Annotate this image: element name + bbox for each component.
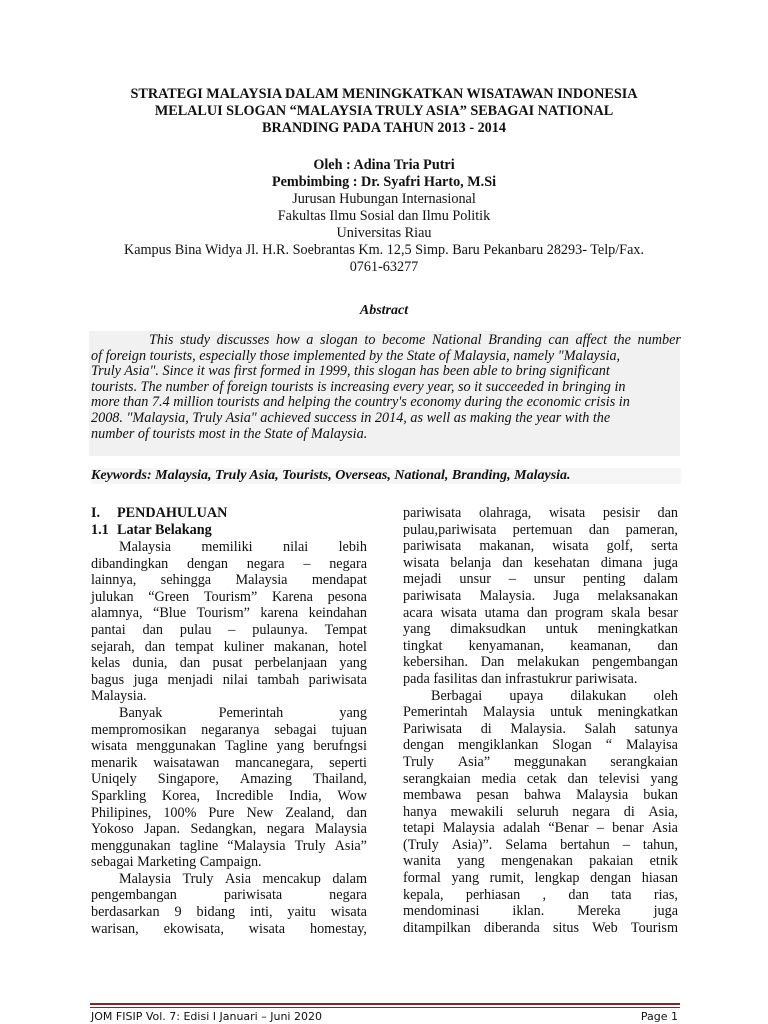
subsection-number: 1.1 [91, 522, 109, 538]
text-line: Philipines, 100% Pure New Zealand, dan [91, 804, 367, 821]
text-line: alamnya, “Blue Tourism” karena keindahan [91, 605, 367, 622]
text-line: Malaysia memiliki nilai lebih [119, 539, 367, 555]
subsection-heading [91, 522, 367, 539]
text-line: kelas dunia, dan pusat perbelanjaan yang [91, 655, 367, 672]
title-line: STRATEGI MALAYSIA DALAM MENINGKATKAN WISATAWAN INDONESIA [130, 86, 638, 102]
text-line: pengembangan pariwisata negara [91, 887, 367, 904]
text-line: wanita yang mengenakan pakaian etnik [403, 853, 678, 870]
text-line: lainnya, sehingga Malaysia mendapat [91, 572, 367, 589]
text-line: sejarah, dan tempat kuliner makanan, hotel [91, 638, 367, 655]
section-number: I. [91, 505, 101, 521]
left-column [91, 505, 367, 937]
text-line: hanya mewakili seluruh negara di Asia, [403, 803, 678, 820]
text-line: pariwisata olahraga, wisata pesisir dan [403, 505, 678, 521]
text-line: Banyak Pemerintah yang [119, 704, 367, 721]
left-column-body [91, 539, 367, 937]
text-line: Sparkling Korea, Incredible India, Wow [91, 787, 367, 804]
text-line: Truly Asia” meggunakan serangkaian [403, 753, 678, 770]
abstract-line: of foreign tourists, especially those implemented by the State of Malaysia, namely "Malaysia, [91, 347, 621, 364]
university: Universitas Riau [336, 225, 432, 241]
text-line: (Truly Asia)”. Selama bertahun – tahun, [403, 836, 678, 853]
text-line: tingkat kenyamanan, keamanan, dan [403, 637, 678, 654]
abstract-line: tourists. The number of foreign tourists is increasing every year, so it succeeded in bringing in [91, 378, 626, 395]
text-line: Berbagai upaya dilakukan oleh [431, 687, 678, 704]
department: Jurusan Hubungan Internasional [292, 191, 476, 207]
text-line: Malaysia Truly Asia mencakup dalam [119, 870, 367, 887]
text-line: warisan, ekowisata, wisata homestay, [91, 920, 367, 937]
abstract-line: number of tourists most in the State of Malaysia. [91, 425, 368, 442]
text-line: dibandingkan dengan negara – negara [91, 555, 367, 572]
text-line: Pemerintah Malaysia untuk meningkatkan [403, 704, 678, 721]
text-line: pulau,pariwisata pertemuan dan pameran, [403, 521, 678, 538]
author-name: Oleh : Adina Tria Putri [313, 157, 455, 173]
text-line: mejadi unsur – unsur penting dalam [403, 571, 678, 588]
keywords: Keywords: Malaysia, Truly Asia, Tourists, Overseas, National, Branding, Malaysia. [91, 468, 681, 484]
footer-rule [90, 1007, 680, 1008]
subsection-title: Latar Belakang [117, 522, 212, 538]
text-line: pada fasilitas dan infrastukrur pariwisata. [403, 670, 638, 687]
abstract-heading: Abstract [359, 303, 409, 318]
title-line: MELALUI SLOGAN “MALAYSIA TRULY ASIA” SEBAGAI NATIONAL [154, 103, 614, 119]
footer-journal: JOM FISIP Vol. 7: Edisi I Januari – Juni 2020 [91, 1010, 322, 1023]
abstract-line: Truly Asia". Since it was first formed in 1999, this slogan has been able to bring significant [91, 363, 610, 380]
abstract-line: 2008. "Malaysia, Truly Asia" achieved success in 2014, as well as making the year with the [91, 409, 611, 426]
footer-rule [90, 1003, 680, 1005]
text-line: ditampilkan diberanda situs Web Tourism [403, 919, 678, 936]
section-title: PENDAHULUAN [117, 505, 228, 521]
abstract-body [91, 333, 681, 442]
right-column [403, 505, 678, 936]
text-line: bagus juga menjadi nilai tambah pariwisata [91, 671, 367, 688]
text-line: Yokoso Japan. Sedangkan, negara Malaysia [91, 821, 367, 838]
text-line: acara wisata utama dan program skala besar [403, 604, 678, 621]
text-line: formal yang rumit, lengkap dengan hiasan [403, 870, 678, 887]
paper-title [80, 86, 688, 137]
text-line: sebagai Marketing Campaign. [91, 854, 262, 871]
text-line: julukan “Green Tourism” Karena pesona [91, 588, 367, 605]
section-heading [91, 505, 367, 522]
abstract-line: more than 7.4 million tourists and helping the country's economy during the economic crisis in [91, 394, 630, 411]
phone: 0761-63277 [349, 259, 419, 275]
text-line: pariwisata Malaysia. Juga melaksanakan [403, 587, 678, 604]
text-line: mendominasi iklan. Mereka juga [403, 903, 678, 920]
text-line: yang dimaksudkan untuk meningkatkan [403, 621, 678, 638]
text-line: menarik waisatawan mancanegara, seperti [91, 754, 367, 771]
text-line: wisata menggunakan Tagline yang berufngsi [91, 738, 367, 755]
text-line: menggunakan tagline “Malaysia Truly Asia” [91, 837, 367, 854]
text-line: tetapi Malaysia adalah “Benar – benar Asia [403, 820, 678, 837]
text-line: pariwisata makanan, wisata golf, serta [403, 538, 678, 555]
text-line: membawa pesan bahwa Malaysia bukan [403, 787, 678, 804]
abstract-line: This study discusses how a slogan to become National Branding can affect the number [149, 332, 681, 348]
text-line: berdasarkan 9 bidang inti, yaitu wisata [91, 904, 367, 921]
footer-page-number: Page 1 [640, 1010, 678, 1023]
right-column-body [403, 505, 678, 936]
faculty: Fakultas Ilmu Sosial dan Ilmu Politik [277, 208, 491, 224]
text-line: Uniqely Singapore, Amazing Thailand, [91, 771, 367, 788]
text-line: mempromosikan negaranya sebagai tujuan [91, 721, 367, 738]
text-line: Malaysia. [91, 688, 147, 705]
text-line: pantai dan pulau – pulaunya. Tempat [91, 621, 367, 638]
text-line: kepala, perhiasan , dan tata rias, [403, 886, 678, 903]
title-line: BRANDING PADA TAHUN 2013 - 2014 [262, 120, 506, 136]
text-line: dengan mengiklankan Slogan “ Malayisa [403, 737, 678, 754]
supervisor-name: Pembimbing : Dr. Syafri Harto, M.Si [271, 174, 497, 190]
text-line: kebersihan. Dan melakukan pengembangan [403, 654, 678, 671]
text-line: wisata belanja dan kesehatan dimana juga [403, 554, 678, 571]
address: Kampus Bina Widya Jl. H.R. Soebrantas Km. 12,5 Simp. Baru Pekanbaru 28293- Telp/Fax. [123, 242, 645, 258]
author-block [60, 157, 708, 276]
text-line: Pariwisata di Malaysia. Salah satunya [403, 720, 678, 737]
text-line: serangkaian media cetak dan televisi yang [403, 770, 678, 787]
